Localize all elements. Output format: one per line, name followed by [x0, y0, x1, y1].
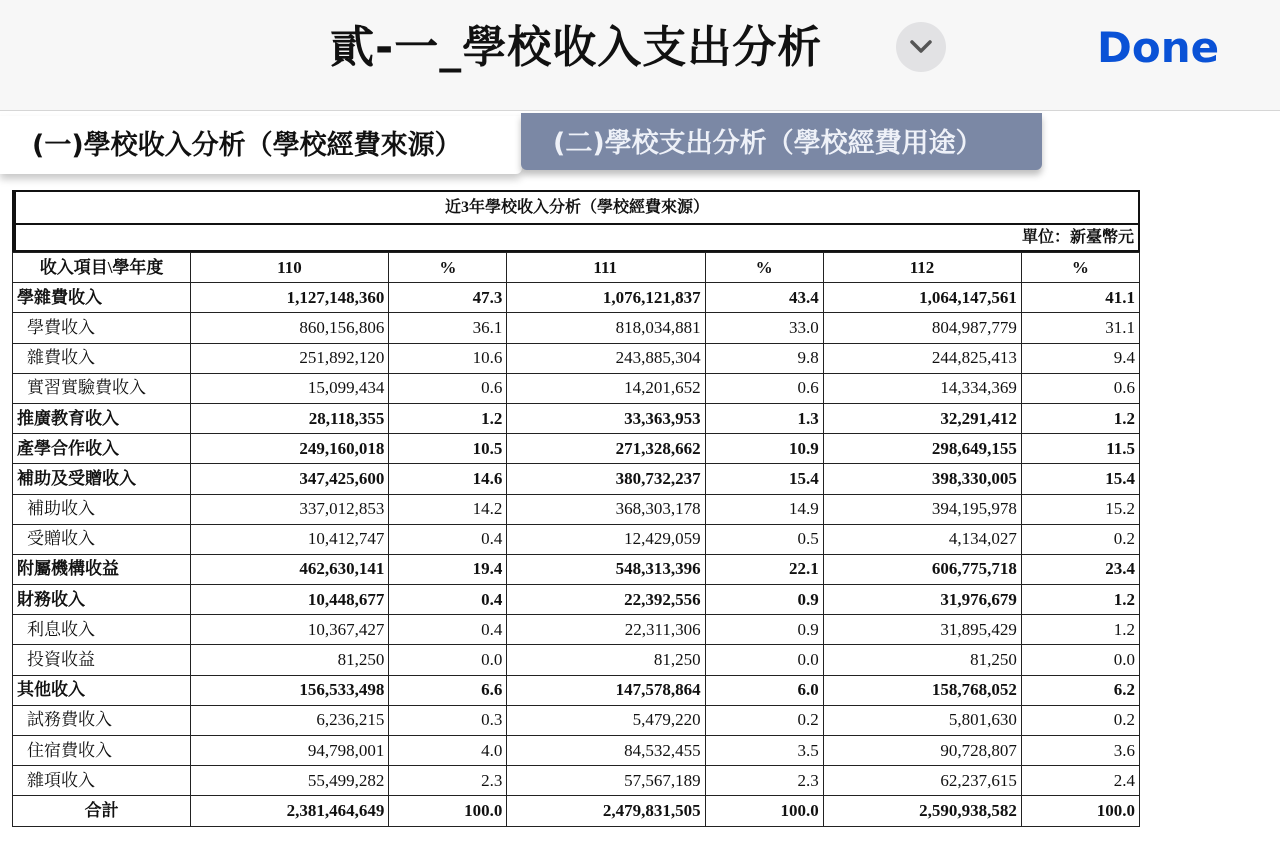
- amount-cell: 14,201,652: [507, 373, 705, 403]
- row-item-label: 投資收益: [13, 645, 191, 675]
- amount-cell: 6,236,215: [191, 705, 389, 735]
- percent-cell: 0.2: [705, 705, 823, 735]
- header-item-year: 收入項目\學年度: [13, 253, 191, 283]
- percent-cell: 0.6: [1021, 373, 1139, 403]
- row-item-label: 雜費收入: [13, 343, 191, 373]
- table-row: [13, 464, 1140, 494]
- amount-cell: 81,250: [823, 645, 1021, 675]
- percent-cell: 1.2: [1021, 403, 1139, 433]
- percent-cell: 1.2: [1021, 615, 1139, 645]
- percent-cell: 10.9: [705, 434, 823, 464]
- percent-cell: 47.3: [389, 283, 507, 313]
- percent-cell: 0.4: [389, 615, 507, 645]
- percent-cell: 11.5: [1021, 434, 1139, 464]
- row-item-label: 學費收入: [13, 313, 191, 343]
- percent-cell: 10.6: [389, 343, 507, 373]
- amount-cell: 804,987,779: [823, 313, 1021, 343]
- row-item-label: 學雜費收入: [13, 283, 191, 313]
- percent-cell: 0.4: [389, 524, 507, 554]
- percent-cell: 0.3: [389, 705, 507, 735]
- percent-cell: 1.3: [705, 403, 823, 433]
- row-item-label: 受贈收入: [13, 524, 191, 554]
- header-percent: %: [705, 253, 823, 283]
- amount-cell: 347,425,600: [191, 464, 389, 494]
- amount-cell: 62,237,615: [823, 766, 1021, 796]
- percent-cell: 19.4: [389, 554, 507, 584]
- row-item-label: 雜項收入: [13, 766, 191, 796]
- percent-cell: 14.2: [389, 494, 507, 524]
- done-button[interactable]: Done: [1097, 23, 1220, 72]
- percent-cell: 1.2: [1021, 585, 1139, 615]
- amount-cell: 243,885,304: [507, 343, 705, 373]
- amount-cell: 15,099,434: [191, 373, 389, 403]
- amount-cell: 5,479,220: [507, 705, 705, 735]
- percent-cell: 22.1: [705, 554, 823, 584]
- amount-cell: 4,134,027: [823, 524, 1021, 554]
- amount-cell: 31,976,679: [823, 585, 1021, 615]
- table-row: [13, 705, 1140, 735]
- amount-cell: 57,567,189: [507, 766, 705, 796]
- amount-cell: 860,156,806: [191, 313, 389, 343]
- table-header-row: [13, 253, 1140, 283]
- percent-cell: 4.0: [389, 736, 507, 766]
- amount-cell: 606,775,718: [823, 554, 1021, 584]
- percent-cell: 6.6: [389, 675, 507, 705]
- percent-cell: 9.8: [705, 343, 823, 373]
- percent-cell: 9.4: [1021, 343, 1139, 373]
- table-row: [13, 373, 1140, 403]
- amount-cell: 5,801,630: [823, 705, 1021, 735]
- row-item-label: 利息收入: [13, 615, 191, 645]
- document-header: [12, 190, 1140, 252]
- amount-cell: 28,118,355: [191, 403, 389, 433]
- percent-cell: 0.4: [389, 585, 507, 615]
- table-row: [13, 343, 1140, 373]
- percent-cell: 6.2: [1021, 675, 1139, 705]
- tab-income-analysis[interactable]: (一)學校收入分析（學校經費來源）: [0, 116, 522, 174]
- table-caption: 近3年學校收入分析（學校經費來源）: [16, 192, 1138, 225]
- amount-cell: 156,533,498: [191, 675, 389, 705]
- percent-cell: 10.5: [389, 434, 507, 464]
- amount-cell: 398,330,005: [823, 464, 1021, 494]
- percent-cell: 1.2: [389, 403, 507, 433]
- row-item-label: 補助及受贈收入: [13, 464, 191, 494]
- unit-label: 單位：新臺幣元: [1021, 229, 1134, 246]
- row-item-label: 住宿費收入: [13, 736, 191, 766]
- income-document: [12, 190, 1140, 827]
- amount-cell: 12,429,059: [507, 524, 705, 554]
- table-row: [13, 494, 1140, 524]
- percent-cell: 23.4: [1021, 554, 1139, 584]
- amount-cell: 251,892,120: [191, 343, 389, 373]
- amount-cell: 2,381,464,649: [191, 796, 389, 826]
- table-row: [13, 675, 1140, 705]
- title-dropdown-button[interactable]: [896, 22, 946, 72]
- header-year: 110: [191, 253, 389, 283]
- row-item-label: 附屬機構收益: [13, 554, 191, 584]
- percent-cell: 43.4: [705, 283, 823, 313]
- amount-cell: 32,291,412: [823, 403, 1021, 433]
- amount-cell: 337,012,853: [191, 494, 389, 524]
- amount-cell: 298,649,155: [823, 434, 1021, 464]
- row-item-label: 實習實驗費收入: [13, 373, 191, 403]
- percent-cell: 6.0: [705, 675, 823, 705]
- amount-cell: 33,363,953: [507, 403, 705, 433]
- percent-cell: 15.4: [1021, 464, 1139, 494]
- amount-cell: 158,768,052: [823, 675, 1021, 705]
- amount-cell: 10,448,677: [191, 585, 389, 615]
- table-row: [13, 615, 1140, 645]
- amount-cell: 55,499,282: [191, 766, 389, 796]
- amount-cell: 90,728,807: [823, 736, 1021, 766]
- table-row: [13, 434, 1140, 464]
- amount-cell: 2,479,831,505: [507, 796, 705, 826]
- row-item-label: 財務收入: [13, 585, 191, 615]
- percent-cell: 2.4: [1021, 766, 1139, 796]
- row-item-label: 推廣教育收入: [13, 403, 191, 433]
- amount-cell: 31,895,429: [823, 615, 1021, 645]
- amount-cell: 10,367,427: [191, 615, 389, 645]
- amount-cell: 548,313,396: [507, 554, 705, 584]
- percent-cell: 14.6: [389, 464, 507, 494]
- table-row: [13, 313, 1140, 343]
- amount-cell: 368,303,178: [507, 494, 705, 524]
- percent-cell: 100.0: [705, 796, 823, 826]
- amount-cell: 1,076,121,837: [507, 283, 705, 313]
- amount-cell: 818,034,881: [507, 313, 705, 343]
- page-title: 貳-一_學校收入支出分析: [330, 22, 823, 73]
- header-percent: %: [1021, 253, 1139, 283]
- percent-cell: 33.0: [705, 313, 823, 343]
- amount-cell: 380,732,237: [507, 464, 705, 494]
- percent-cell: 0.2: [1021, 705, 1139, 735]
- amount-cell: 147,578,864: [507, 675, 705, 705]
- percent-cell: 2.3: [705, 766, 823, 796]
- table-total-row: [13, 796, 1140, 826]
- percent-cell: 15.4: [705, 464, 823, 494]
- row-item-label: 補助收入: [13, 494, 191, 524]
- percent-cell: 0.5: [705, 524, 823, 554]
- percent-cell: 0.2: [1021, 524, 1139, 554]
- header-percent: %: [389, 253, 507, 283]
- row-item-label: 試務費收入: [13, 705, 191, 735]
- table-row: [13, 766, 1140, 796]
- chevron-down-icon: [909, 39, 933, 55]
- top-bar: [0, 0, 1280, 111]
- amount-cell: 10,412,747: [191, 524, 389, 554]
- income-table: [12, 252, 1140, 827]
- table-row: [13, 524, 1140, 554]
- percent-cell: 14.9: [705, 494, 823, 524]
- percent-cell: 2.3: [389, 766, 507, 796]
- amount-cell: 81,250: [191, 645, 389, 675]
- amount-cell: 2,590,938,582: [823, 796, 1021, 826]
- table-row: [13, 585, 1140, 615]
- amount-cell: 244,825,413: [823, 343, 1021, 373]
- amount-cell: 22,311,306: [507, 615, 705, 645]
- table-row: [13, 403, 1140, 433]
- percent-cell: 3.6: [1021, 736, 1139, 766]
- amount-cell: 394,195,978: [823, 494, 1021, 524]
- percent-cell: 0.6: [705, 373, 823, 403]
- percent-cell: 15.2: [1021, 494, 1139, 524]
- percent-cell: 0.0: [389, 645, 507, 675]
- row-item-label: 其他收入: [13, 675, 191, 705]
- percent-cell: 0.9: [705, 585, 823, 615]
- amount-cell: 22,392,556: [507, 585, 705, 615]
- header-year: 111: [507, 253, 705, 283]
- amount-cell: 81,250: [507, 645, 705, 675]
- table-row: [13, 736, 1140, 766]
- amount-cell: 14,334,369: [823, 373, 1021, 403]
- amount-cell: 271,328,662: [507, 434, 705, 464]
- table-row: [13, 283, 1140, 313]
- percent-cell: 100.0: [1021, 796, 1139, 826]
- percent-cell: 0.0: [705, 645, 823, 675]
- amount-cell: 462,630,141: [191, 554, 389, 584]
- row-item-label: 合計: [13, 796, 191, 826]
- percent-cell: 31.1: [1021, 313, 1139, 343]
- amount-cell: 94,798,001: [191, 736, 389, 766]
- row-item-label: 產學合作收入: [13, 434, 191, 464]
- percent-cell: 3.5: [705, 736, 823, 766]
- percent-cell: 41.1: [1021, 283, 1139, 313]
- table-row: [13, 645, 1140, 675]
- percent-cell: 0.6: [389, 373, 507, 403]
- amount-cell: 249,160,018: [191, 434, 389, 464]
- amount-cell: 1,064,147,561: [823, 283, 1021, 313]
- percent-cell: 36.1: [389, 313, 507, 343]
- table-row: [13, 554, 1140, 584]
- header-year: 112: [823, 253, 1021, 283]
- amount-cell: 84,532,455: [507, 736, 705, 766]
- percent-cell: 0.0: [1021, 645, 1139, 675]
- amount-cell: 1,127,148,360: [191, 283, 389, 313]
- tab-expense-analysis[interactable]: (二)學校支出分析（學校經費用途）: [521, 113, 1042, 170]
- percent-cell: 0.9: [705, 615, 823, 645]
- percent-cell: 100.0: [389, 796, 507, 826]
